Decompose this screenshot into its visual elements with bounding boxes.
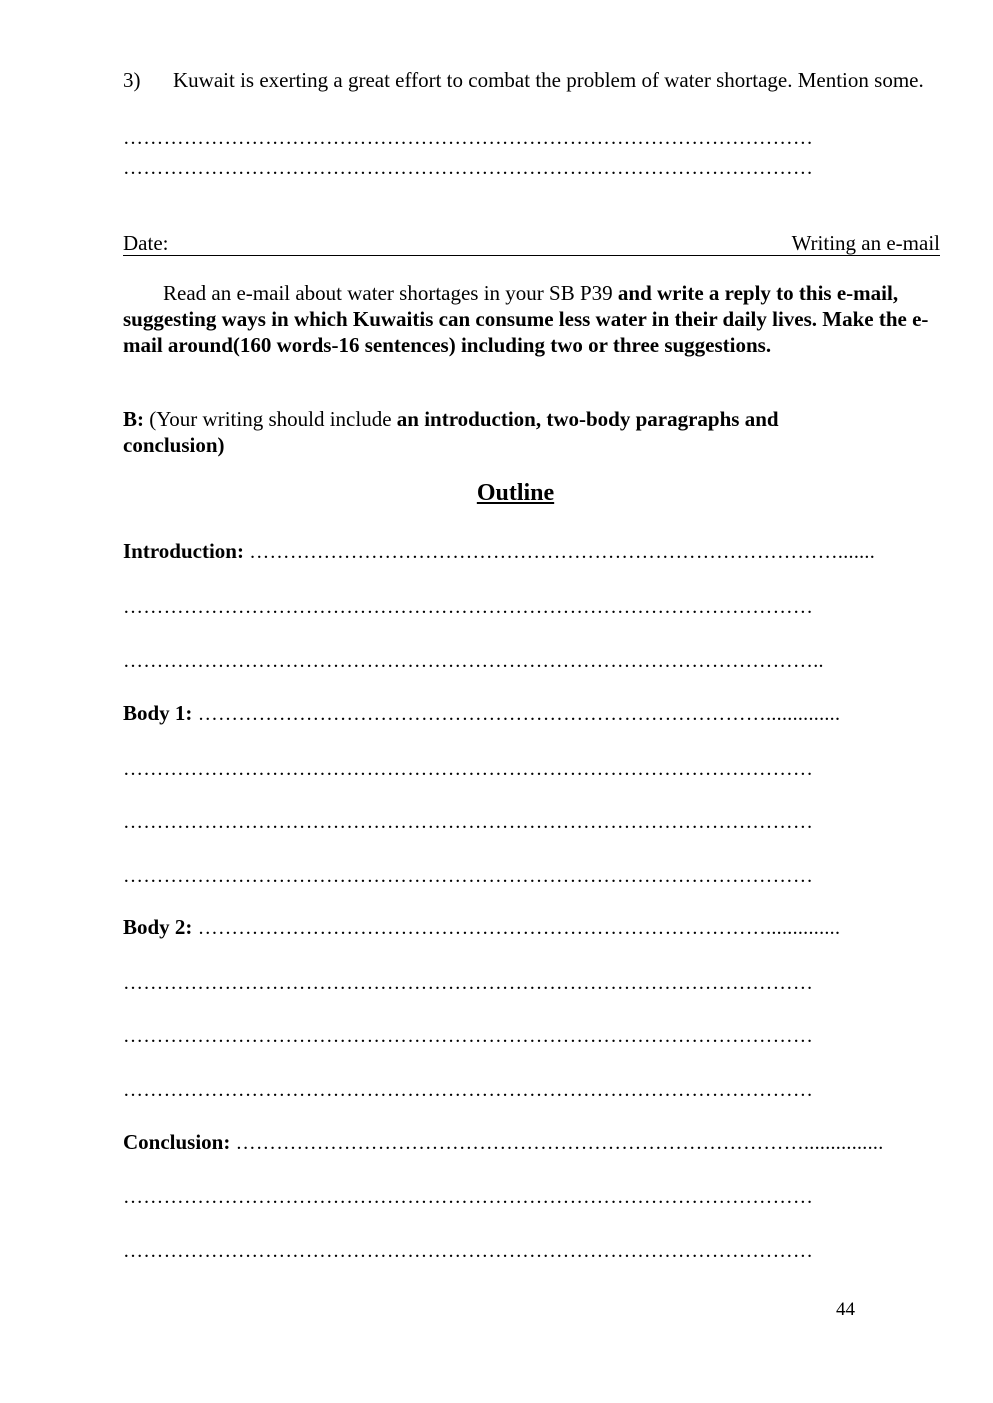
conclusion-label: Conclusion:	[123, 1130, 231, 1154]
body1-line[interactable]: …………………………………………………………………………………………	[123, 758, 814, 780]
conclusion-row	[123, 1129, 884, 1156]
body2-row	[123, 914, 840, 941]
body1-label: Body 1:	[123, 701, 193, 725]
body2-line[interactable]: …………………………………………………………………………………………	[123, 972, 814, 994]
question-text: Kuwait is exerting a great effort to combat the problem of water shortage. Mention some.	[173, 68, 924, 92]
conclusion-line[interactable]: …………………………………………………………………………………………	[123, 1240, 814, 1262]
instructions	[123, 280, 968, 358]
body1-line[interactable]: …………………………………………………………………………………………	[123, 865, 814, 887]
part-b-normal: (Your writing should include	[144, 407, 397, 431]
part-b	[123, 406, 883, 458]
body2-first-line[interactable]: …………………………………………………………………………..............	[197, 917, 841, 939]
body1-row	[123, 700, 840, 727]
instructions-normal: Read an e-mail about water shortages in your SB P39	[163, 281, 618, 305]
question-number: 3)	[123, 68, 141, 92]
body1-first-line[interactable]: …………………………………………………………………………..............	[197, 703, 841, 725]
body1-line[interactable]: …………………………………………………………………………………………	[123, 811, 814, 833]
instructions-bold: and write a reply to this e-mail, suggesting ways in which Kuwaitis can consume less water in their daily lives. Make the e-mail around(160 words-16 sentences) including two or three suggestions.	[123, 281, 929, 357]
introduction-row	[123, 538, 875, 565]
body2-line[interactable]: …………………………………………………………………………………………	[123, 1025, 814, 1047]
page-number: 44	[836, 1299, 855, 1320]
part-b-label: B:	[123, 407, 144, 431]
date-header-row	[123, 230, 940, 256]
introduction-line[interactable]: …………………………………………………………………………………………	[123, 596, 814, 618]
answer-line[interactable]: …………………………………………………………………………………………	[123, 127, 814, 149]
conclusion-first-line[interactable]: …………………………………………………………………………...............	[235, 1132, 884, 1154]
part-b-bold: an introduction, two-body paragraphs and conclusion)	[123, 407, 779, 457]
outline-title: Outline	[476, 480, 555, 506]
answer-line[interactable]: …………………………………………………………………………………………	[123, 157, 814, 179]
body2-label: Body 2:	[123, 915, 193, 939]
conclusion-line[interactable]: …………………………………………………………………………………………	[123, 1186, 814, 1208]
introduction-line[interactable]: …………………………………………………………………………………………..	[123, 650, 824, 672]
question-3	[123, 67, 953, 93]
date-label: Date:	[123, 231, 169, 255]
introduction-first-line[interactable]: …………………………………………………………………………….......	[249, 541, 876, 563]
section-title: Writing an e-mail	[791, 231, 940, 255]
body2-line[interactable]: …………………………………………………………………………………………	[123, 1079, 814, 1101]
introduction-label: Introduction:	[123, 539, 244, 563]
